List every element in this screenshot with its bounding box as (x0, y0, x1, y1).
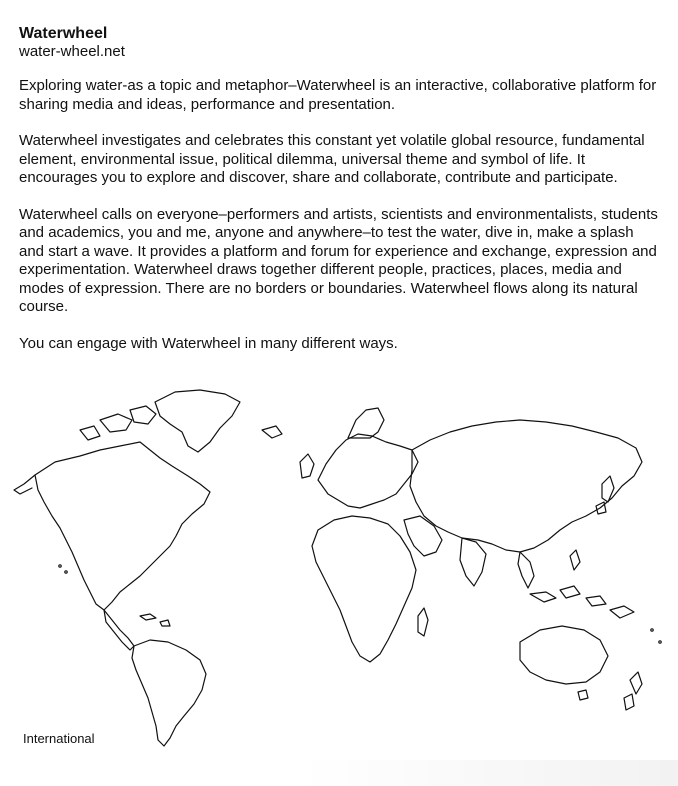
map-caption: International (23, 731, 95, 746)
paragraph-investigates: Waterwheel investigates and celebrates this constant yet volatile global resource, fundamental element, environmental issue, political dilemma, universal theme and symbol of life. It encourages you to explore and discover, share and collaborate, contribute and participate. (19, 132, 645, 186)
paragraph-intro: Exploring water-as a topic and metaphor–Waterwheel is an interactive, collaborative platform for sharing media and ideas, performance and presentation. (19, 77, 657, 113)
document-title: Waterwheel (19, 25, 108, 42)
document-body (19, 24, 659, 371)
world-map (0, 380, 678, 750)
paragraph-calls-on: Waterwheel calls on everyone–performers and artists, scientists and environmentalists, students and academics, you and me, anyone and anywhere–to test the water, dive in, make a splash and start a wave. It provides a platform and forum for experience and exchange, expression and experimentation. Waterwheel draws together different people, practices, places, media and modes of expression. There are no borders or boundaries. Waterwheel flows along its natural course. (19, 205, 658, 315)
site-url[interactable]: water-wheel.net (19, 43, 125, 60)
page-edge-shadow (300, 760, 678, 786)
paragraph-engage: You can engage with Waterwheel in many different ways. (19, 334, 398, 352)
world-map-icon (0, 380, 678, 750)
